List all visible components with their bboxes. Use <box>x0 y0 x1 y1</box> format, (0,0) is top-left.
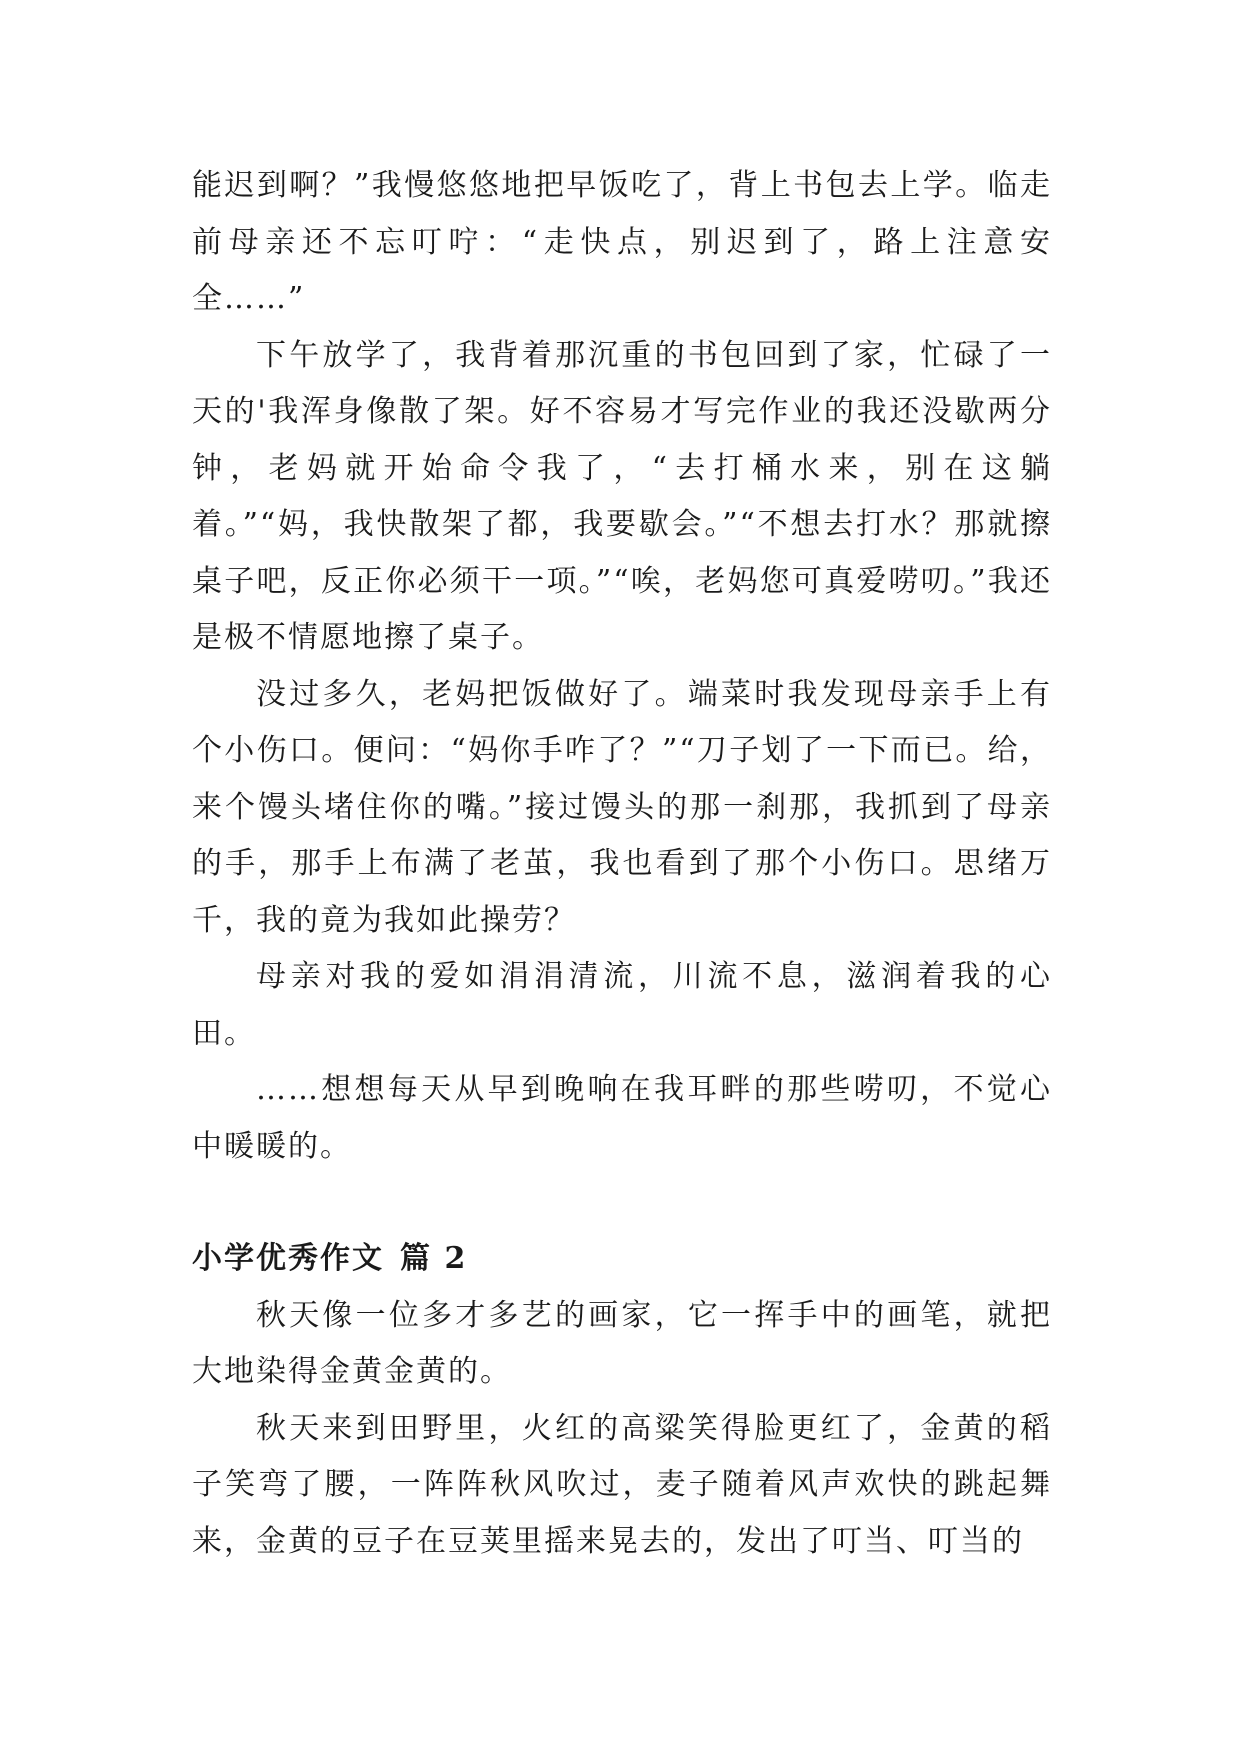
section-heading <box>192 1231 1052 1288</box>
document-body <box>192 158 1052 1570</box>
paragraph-conclusion: ……想想每天从早到晚响在我耳畔的那些唠叨，不觉心中暖暖的。 <box>192 1072 1052 1164</box>
paragraph-after-school: 下午放学了，我背着那沉重的书包回到了家，忙碌了一天的'我浑身像散了架。好不容易才写完作业的我还没歇两分钟，老妈就开始命令我了，“去打桶水来，别在这躺着。”“妈，我快散架了都，我要歇会。”“不想去打水？那就擦桌子吧，反正你必须干一项。”“唉，老妈您可真爱唠叨。”我还是极不情愿地擦了桌子。 <box>192 337 1052 655</box>
section-heading-title: 小学优秀作文 <box>192 1241 384 1276</box>
paragraph-dinner: 没过多久，老妈把饭做好了。端菜时我发现母亲手上有个小伤口。便问：“妈你手咋了？”“刀子划了一下而已。给，来个馒头堵住你的嘴。”接过馒头的那一刹那，我抓到了母亲的手，那手上布满了老茧，我也看到了那个小伤口。思绪万千，我的竟为我如此操劳？ <box>192 676 1052 938</box>
section-heading-number: 篇 2 <box>400 1241 468 1276</box>
paragraph-continued: 能迟到啊？”我慢悠悠地把早饭吃了，背上书包去上学。临走前母亲还不忘叮咛：“走快点，别迟到了，路上注意安全……” <box>192 168 1052 316</box>
paragraph-autumn-field: 秋天来到田野里，火红的高粱笑得脸更红了，金黄的稻子笑弯了腰，一阵阵秋风吹过，麦子随着风声欢快的跳起舞来，金黄的豆子在豆荚里摇来晃去的，发出了叮当、叮当的 <box>192 1410 1052 1559</box>
paragraph-mother-love: 母亲对我的爱如涓涓清流，川流不息，滋润着我的心田。 <box>192 959 1052 1051</box>
paragraph-autumn-painter: 秋天像一位多才多艺的画家，它一挥手中的画笔，就把大地染得金黄金黄的。 <box>192 1297 1052 1389</box>
